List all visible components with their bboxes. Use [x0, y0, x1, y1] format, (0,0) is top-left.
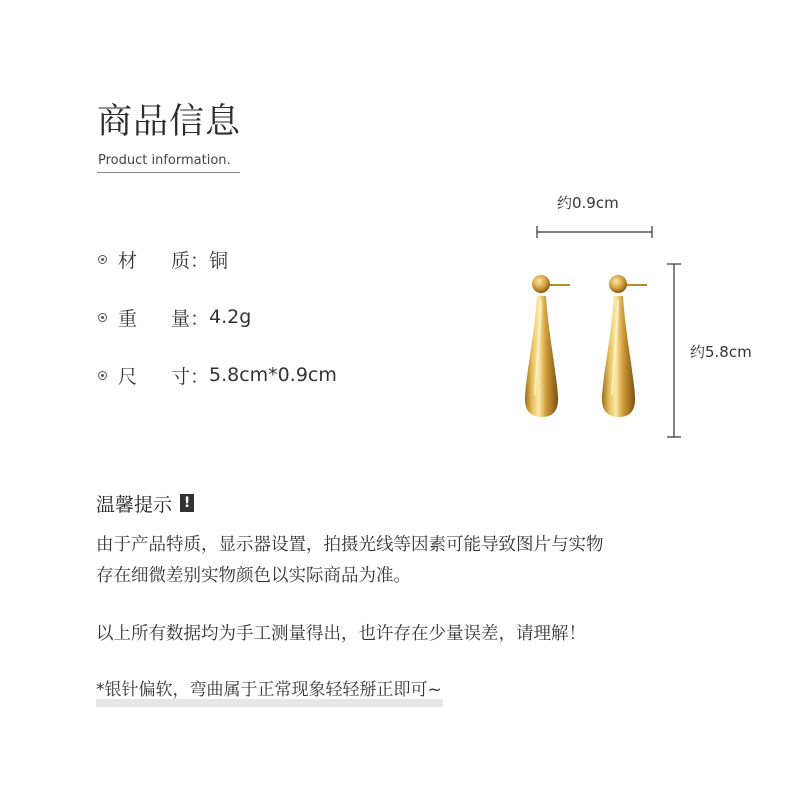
width-dimension-line [537, 226, 652, 238]
spec-label-char2: 质： [171, 249, 210, 272]
notice-paragraph-2: 以上所有数据均为手工测量得出，也许存在少量误差，请理解！ [96, 624, 586, 644]
notice-paragraph-1-line-2: 存在细微差别实物颜色以实际商品为准。 [96, 566, 411, 586]
silver-needle-note [96, 677, 442, 703]
exclamation-icon: ! [180, 494, 194, 512]
notice-title: 温馨提示 [96, 493, 173, 516]
spec-value: 铜 [209, 249, 229, 272]
height-dimension-label: 约5.8cm [690, 343, 752, 361]
height-dimension-line [667, 264, 681, 437]
note-text: *银针偏软，弯曲属于正常现象轻轻掰正即可~ [96, 680, 442, 700]
spec-value: 4.2g [209, 306, 252, 328]
notice-paragraph-1-line-1: 由于产品特质，显示器设置，拍摄光线等因素可能导致图片与实物 [96, 535, 604, 555]
right-earring [602, 275, 647, 417]
spec-label-char1: 材 [118, 249, 138, 272]
spec-label-char2: 寸： [171, 365, 210, 388]
notice-heading [96, 490, 194, 516]
left-earring [525, 275, 570, 417]
page-title: 商品信息 [97, 102, 242, 142]
spec-label-char1: 尺 [118, 365, 138, 388]
width-dimension-label: 约0.9cm [557, 194, 619, 212]
spec-label-char2: 量： [171, 307, 210, 330]
spec-value: 5.8cm*0.9cm [209, 364, 337, 386]
page-subtitle: Product information. [98, 153, 231, 168]
spec-label-char1: 重 [118, 307, 138, 330]
notice-paragraph-1 [96, 530, 604, 592]
